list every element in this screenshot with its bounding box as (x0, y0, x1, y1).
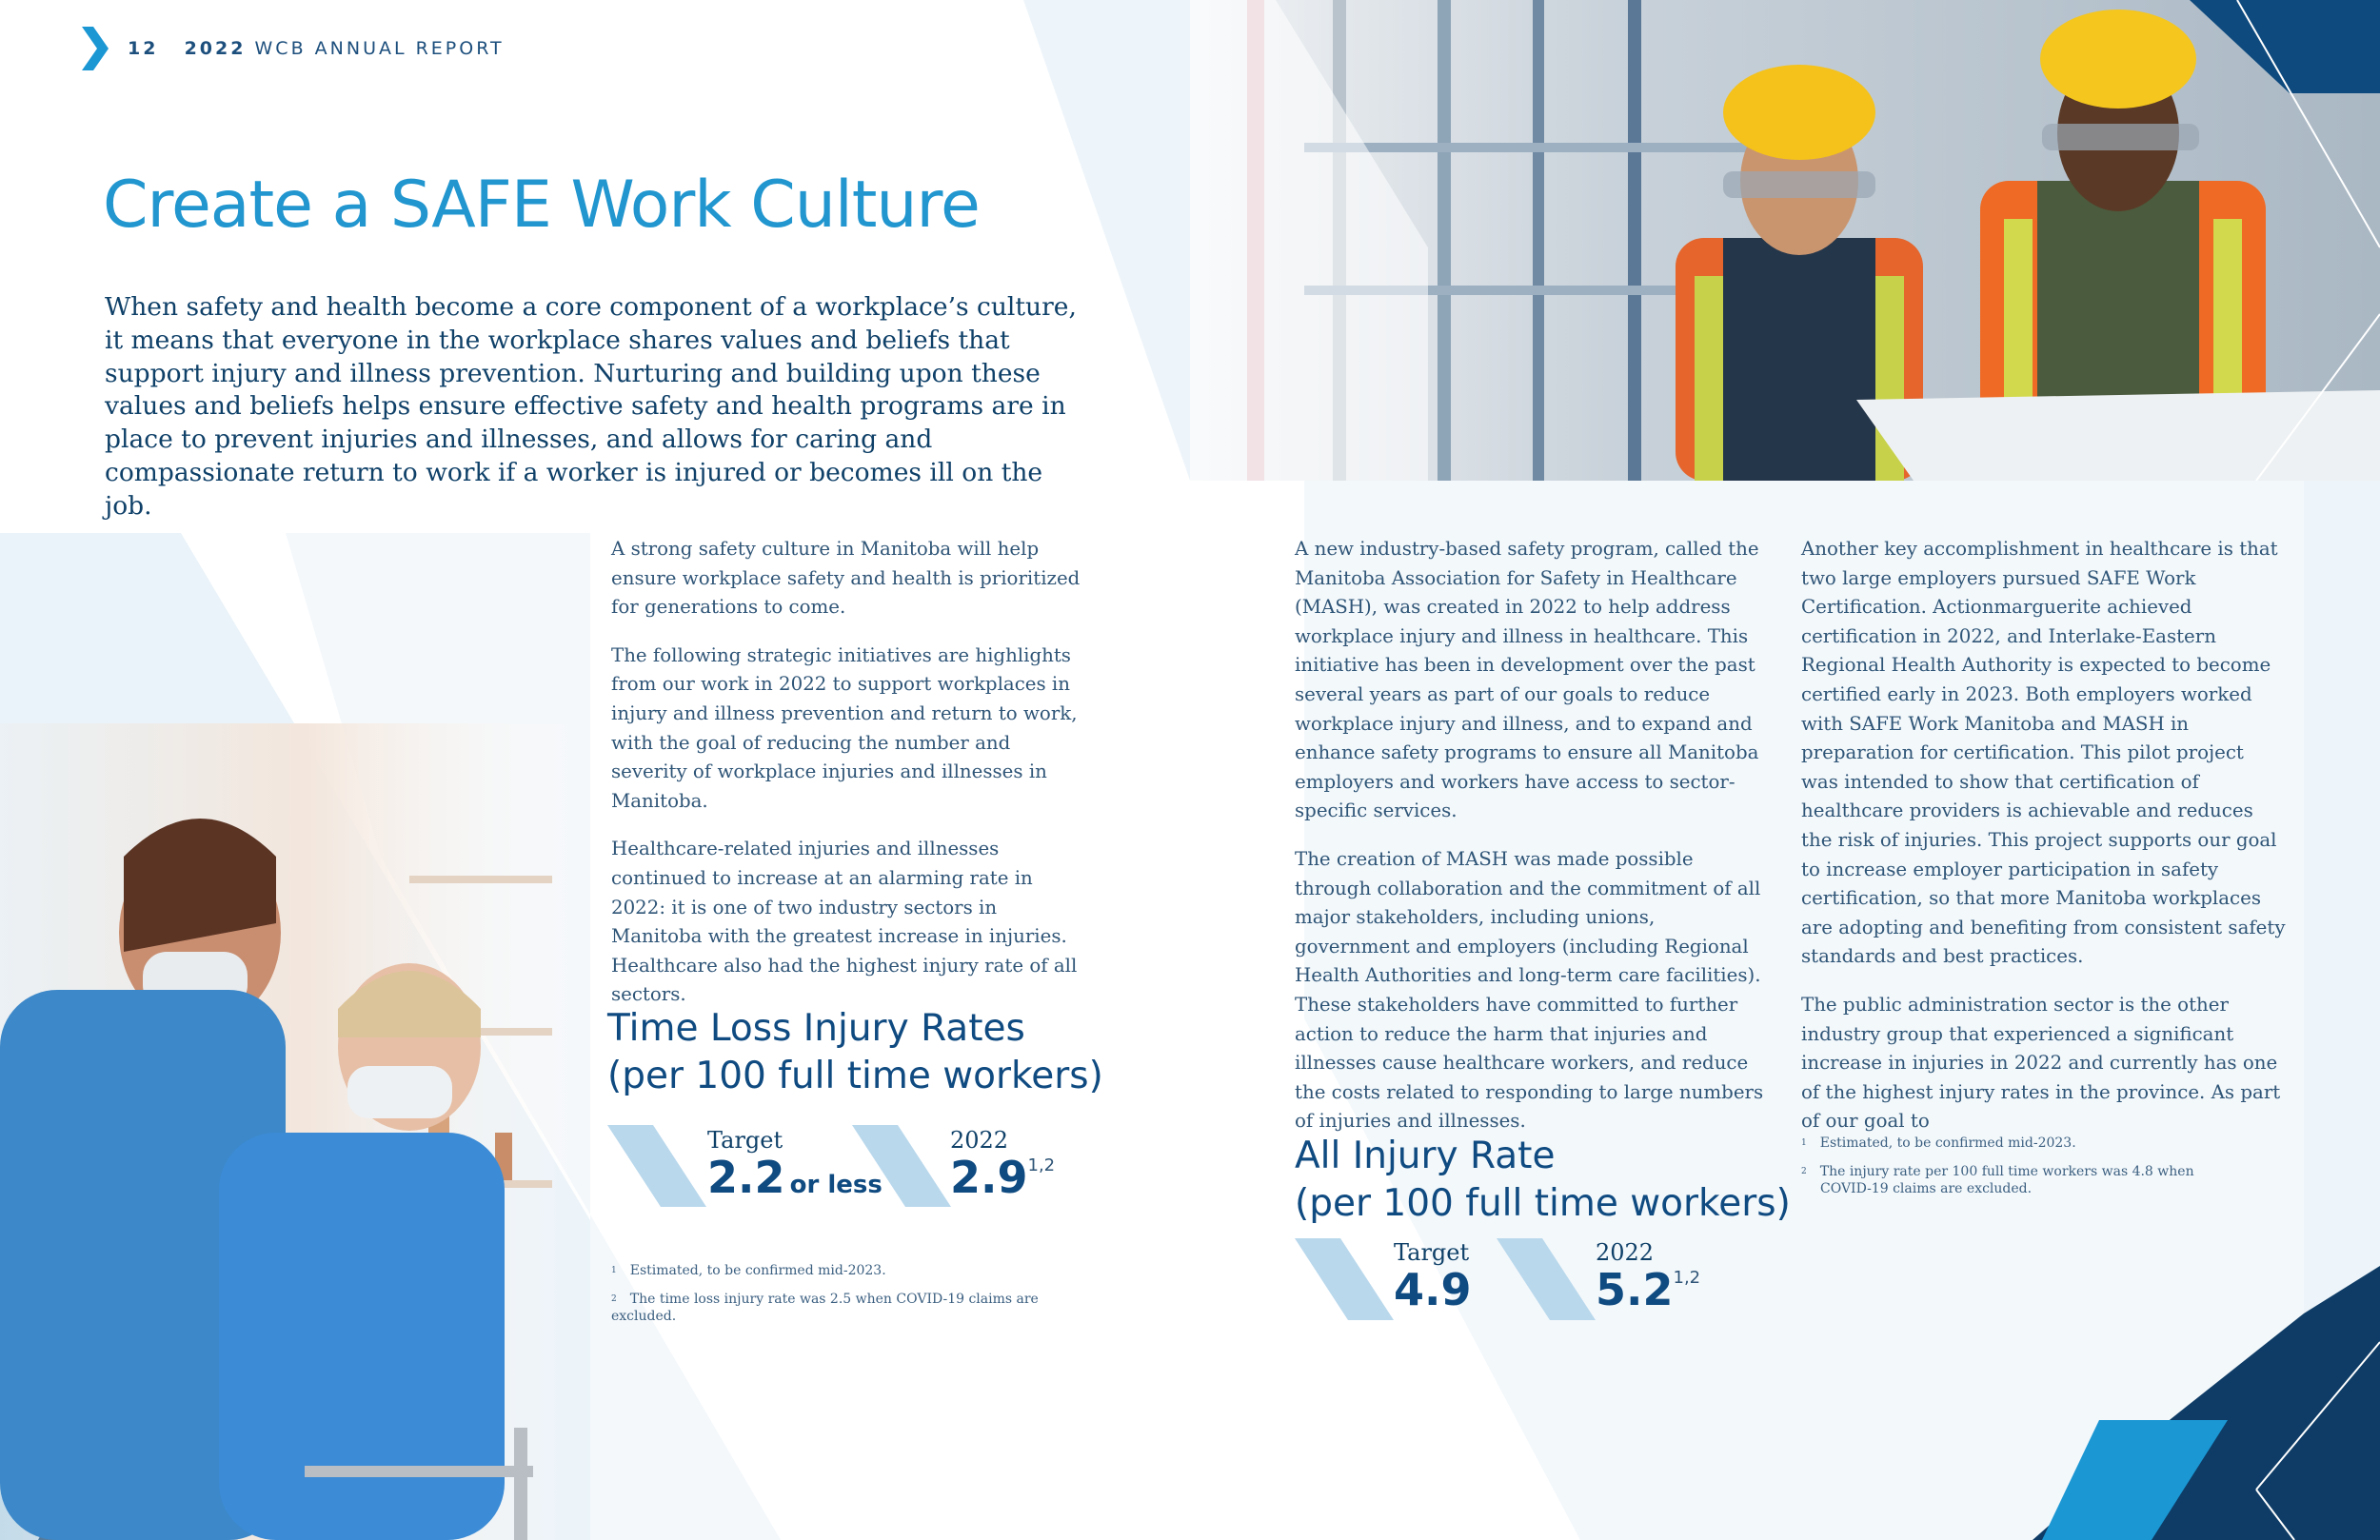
footnote-text: Estimated, to be confirmed mid-2023. (629, 1263, 886, 1278)
workers-photo (1190, 0, 2380, 481)
time-loss-footnotes (611, 1262, 1106, 1325)
paragraph: Healthcare-related injuries and illnesses continued to increase at an alarming rate in 2022: it is one of two industry sectors in Manitoba with the greatest increase in injuries. Healthcare also had the highest injury rate of all sectors. (611, 838, 1078, 1006)
header-year: 2022 (184, 38, 247, 59)
time-loss-actual-label: 2022 (950, 1127, 1009, 1154)
column3-footnotes (1801, 1135, 2249, 1197)
all-injury-actual-label: 2022 (1596, 1239, 1655, 1266)
footnote-number: 1 (1801, 1138, 1807, 1148)
all-injury-heading-line1: All Injury Rate (1295, 1135, 1556, 1177)
body-column-3 (1801, 535, 2287, 1155)
time-loss-target-label: Target (707, 1127, 783, 1154)
time-loss-heading-line1: Time Loss Injury Rates (607, 1007, 1025, 1050)
paragraph: A new industry-based safety program, called the Manitoba Association for Safety in Healthcare (MASH), was created in 2022 to help address workplace injury and illness in healthcare. This initiative has been in development over the past several years as part of our goals to reduce workplace injury and illness, and to expand and enhance safety programs to ensure all Manitoba employers and workers have access to sector-specific services. (1295, 538, 1759, 822)
footnote (1801, 1135, 2249, 1152)
paragraph: The public administration sector is the other industry group that experienced a significant increase in injuries in 2022 and currently has one of the highest injury rates in the province. As part of our goal to (1801, 993, 2281, 1133)
paragraph: Another key accomplishment in healthcare is that two large employers pursued SAFE Work Certification. Actionmarguerite achieved certification in 2022, and Interlake-Eastern Regional Health Authority is expected to become certified early in 2023. Both employers worked with SAFE Work Manitoba and MASH in preparation for certification. This pilot project was intended to show that certification of healthcare providers is achievable and reduces the risk of injuries. This project supports our goal to increase employer participation in safety certification, so that more Manitoba workplaces are adopting and benefiting from consistent safety standards and best practices. (1801, 538, 2286, 968)
page-number: 12 (128, 38, 159, 59)
time-loss-heading-line2: (per 100 full time workers) (607, 1055, 1103, 1097)
footnote-number: 2 (611, 1294, 617, 1304)
footnote (611, 1262, 1106, 1279)
header-report-name: WCB ANNUAL REPORT (254, 38, 505, 59)
all-injury-actual (1596, 1264, 1701, 1315)
slash-graphic (1295, 1238, 1399, 1320)
all-injury-actual-value: 5.2 (1596, 1264, 1674, 1315)
footnote (611, 1291, 1106, 1325)
all-injury-actual-sup: 1,2 (1673, 1268, 1701, 1288)
body-column-2 (1295, 535, 1771, 1155)
intro-paragraph: When safety and health become a core component of a workplace’s culture, it means that everyone in the workplace shares values and beliefs that support injury and illness prevention. Nurturing and building upon these values and beliefs helps ensure effective safety and health programs are in place to prevent injuries and illnesses, and allows for caring and compassionate return to work if a worker is injured or becomes ill on the job. (105, 292, 1077, 521)
time-loss-actual-sup: 1,2 (1027, 1155, 1056, 1175)
paragraph: The following strategic initiatives are highlights from our work in 2022 to support workplaces in injury and illness prevention and return to work, with the goal of reducing the number and severity of workplace injuries and illnesses in Manitoba. (611, 643, 1078, 812)
all-injury-target-label: Target (1394, 1239, 1470, 1266)
slash-graphic (607, 1125, 712, 1207)
time-loss-actual-value: 2.9 (950, 1152, 1028, 1203)
footnote-text: The injury rate per 100 full time workers was 4.8 when COVID-19 claims are excluded. (1819, 1164, 2194, 1196)
all-injury-heading (1295, 1133, 1791, 1228)
paragraph: The creation of MASH was made possible through collaboration and the commitment of all major stakeholders, including unions, government and employers (including Regional Health Authorities and long-term care facilities). These stakeholders have committed to further action to reduce the harm that injuries and illnesses cause healthcare workers, and reduce the costs related to responding to large numbers of injuries and illnesses. (1295, 847, 1764, 1133)
chevron-right-icon (82, 27, 109, 70)
time-loss-target-value: 2.2 (707, 1152, 785, 1203)
footnote (1801, 1163, 2249, 1197)
footnote-text: Estimated, to be confirmed mid-2023. (1819, 1135, 2076, 1151)
paragraph: A strong safety culture in Manitoba will help ensure workplace safety and health is prioritized for generations to come. (611, 538, 1081, 619)
footnote-number: 2 (1801, 1167, 1807, 1176)
slash-graphic (1497, 1238, 1601, 1320)
slash-graphic (852, 1125, 957, 1207)
healthcare-photo (0, 723, 609, 1540)
time-loss-target-suffix: or less (789, 1171, 883, 1199)
time-loss-actual (950, 1152, 1056, 1203)
page-title: Create a SAFE Work Culture (103, 168, 980, 243)
all-injury-target-value: 4.9 (1394, 1264, 1472, 1315)
footnote-number: 1 (611, 1266, 617, 1275)
time-loss-heading (607, 1005, 1103, 1100)
body-column-1 (611, 535, 1087, 1029)
running-header (128, 38, 505, 59)
all-injury-heading-line2: (per 100 full time workers) (1295, 1182, 1791, 1225)
footnote-text: The time loss injury rate was 2.5 when COVID-19 claims are excluded. (611, 1292, 1039, 1324)
